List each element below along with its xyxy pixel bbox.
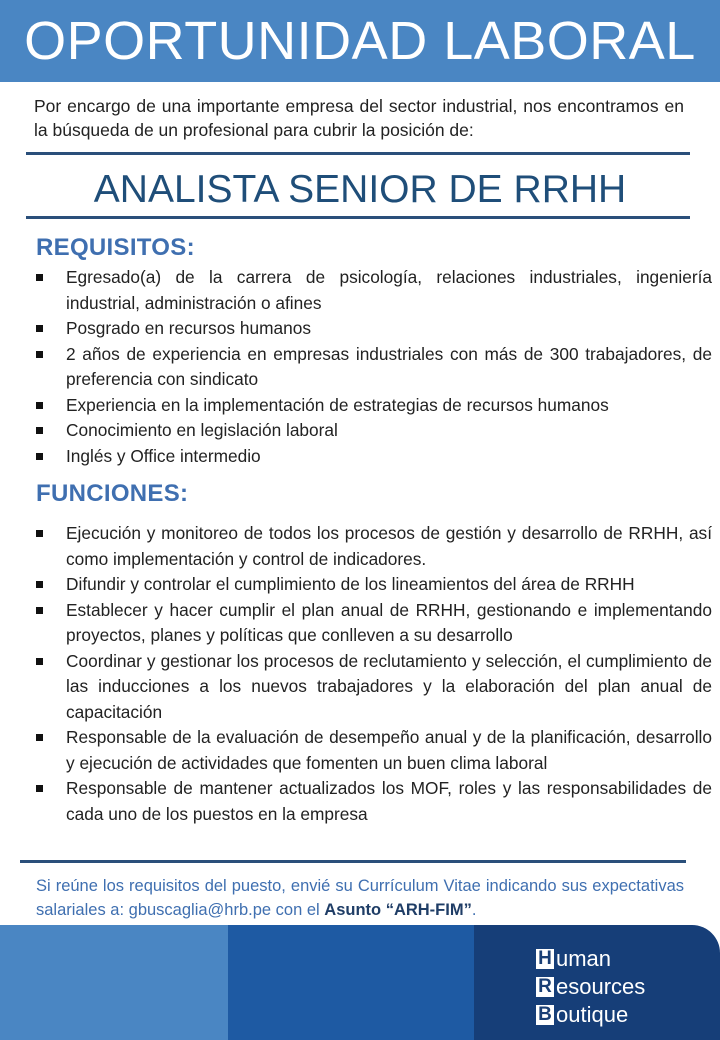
bullet-icon: [36, 581, 43, 588]
list-item-text: Posgrado en recursos humanos: [66, 318, 311, 338]
list-item: [36, 444, 712, 470]
bullet-icon: [36, 402, 43, 409]
list-item: [36, 265, 712, 316]
bullet-icon: [36, 427, 43, 434]
list-item: [36, 521, 712, 572]
list-item-text: Establecer y hacer cumplir el plan anual de RRHH, gestionando e implementando proyectos, planes y políticas que conlleven a su desarrollo: [66, 599, 712, 645]
logo-row-resources: [536, 973, 716, 1001]
divider-bottom: [26, 216, 690, 219]
header-banner: [0, 0, 720, 82]
list-item: [36, 418, 712, 444]
bullet-icon: [36, 325, 43, 332]
requisitos-list: [36, 265, 712, 469]
list-item-text: Conocimiento en legislación laboral: [66, 420, 338, 440]
footer-band-mid: [228, 925, 474, 1040]
list-item: [36, 572, 712, 598]
list-item-text: 2 años de experiencia en empresas industriales con más de 300 trabajadores, de preferencia con sindicato: [66, 343, 712, 389]
logo-row-human: [536, 945, 716, 973]
list-item: [36, 725, 712, 776]
list-item: [36, 649, 712, 726]
bullet-icon: [36, 453, 43, 460]
list-item-text: Responsable de la evaluación de desempeño anual y de la planificación, desarrollo y ejecución de actividades que fomenten un buen clima laboral: [66, 727, 712, 773]
bullet-icon: [36, 734, 43, 741]
contact-text-middle: con el: [271, 901, 325, 919]
funciones-list: [36, 521, 712, 827]
logo-word-resources: esources: [556, 974, 646, 999]
funciones-heading: FUNCIONES:: [36, 480, 189, 507]
logo-word-boutique: outique: [556, 1002, 629, 1027]
list-item-text: Coordinar y gestionar los procesos de reclutamiento y selección, el cumplimiento de las inducciones a los nuevos trabajadores y la elaboración del plan anual de capacitación: [66, 650, 712, 722]
hrb-logo: [536, 945, 716, 1029]
list-item: [36, 776, 712, 827]
contact-text-end: .: [471, 901, 477, 919]
list-item: [36, 342, 712, 393]
bullet-icon: [36, 274, 43, 281]
logo-initial-h: H: [536, 949, 554, 969]
bullet-icon: [36, 607, 43, 614]
contact-email-link[interactable]: gbuscaglia@hrb.pe: [128, 901, 272, 919]
list-item-text: Inglés y Office intermedio: [66, 445, 261, 466]
contact-text: Si reúne los requisitos del puesto, envié su Currículum Vitae indicando sus expectativas salariales a:: [36, 877, 684, 919]
job-title: ANALISTA SENIOR DE RRHH: [93, 168, 627, 211]
contact-paragraph: [36, 874, 684, 922]
list-item-text: Responsable de mantener actualizados los MOF, roles y las responsabilidades de cada uno de los puestos en la empresa: [66, 778, 712, 824]
contact-subject: Asunto “ARH-FIM”: [324, 901, 472, 919]
requisitos-heading: REQUISITOS:: [36, 234, 195, 261]
logo-initial-b: B: [536, 1005, 554, 1025]
bullet-icon: [36, 785, 43, 792]
page-title: OPORTUNIDAD LABORAL: [24, 11, 696, 71]
bullet-icon: [36, 351, 43, 358]
bullet-icon: [36, 658, 43, 665]
logo-word-human: uman: [556, 946, 612, 971]
footer-band-light: [0, 925, 228, 1040]
intro-paragraph: Por encargo de una importante empresa del sector industrial, nos encontramos en la búsqueda de un profesional para cubrir la posición de:: [34, 96, 684, 140]
list-item-text: Difundir y controlar el cumplimiento de los lineamientos del área de RRHH: [66, 574, 635, 594]
list-item-text: Experiencia en la implementación de estrategias de recursos humanos: [66, 394, 609, 415]
list-item-text: Egresado(a) de la carrera de psicología, relaciones industriales, ingeniería industrial, administración o afines: [66, 267, 712, 313]
logo-row-boutique: [536, 1001, 716, 1029]
list-item: [36, 598, 712, 649]
logo-initial-r: R: [536, 977, 554, 997]
list-item: [36, 393, 712, 419]
divider-contact: [20, 860, 686, 863]
list-item-text: Ejecución y monitoreo de todos los procesos de gestión y desarrollo de RRHH, así como implementación y control de indicadores.: [66, 523, 712, 569]
list-item: [36, 316, 712, 342]
bullet-icon: [36, 530, 43, 537]
divider-top: [26, 152, 690, 155]
